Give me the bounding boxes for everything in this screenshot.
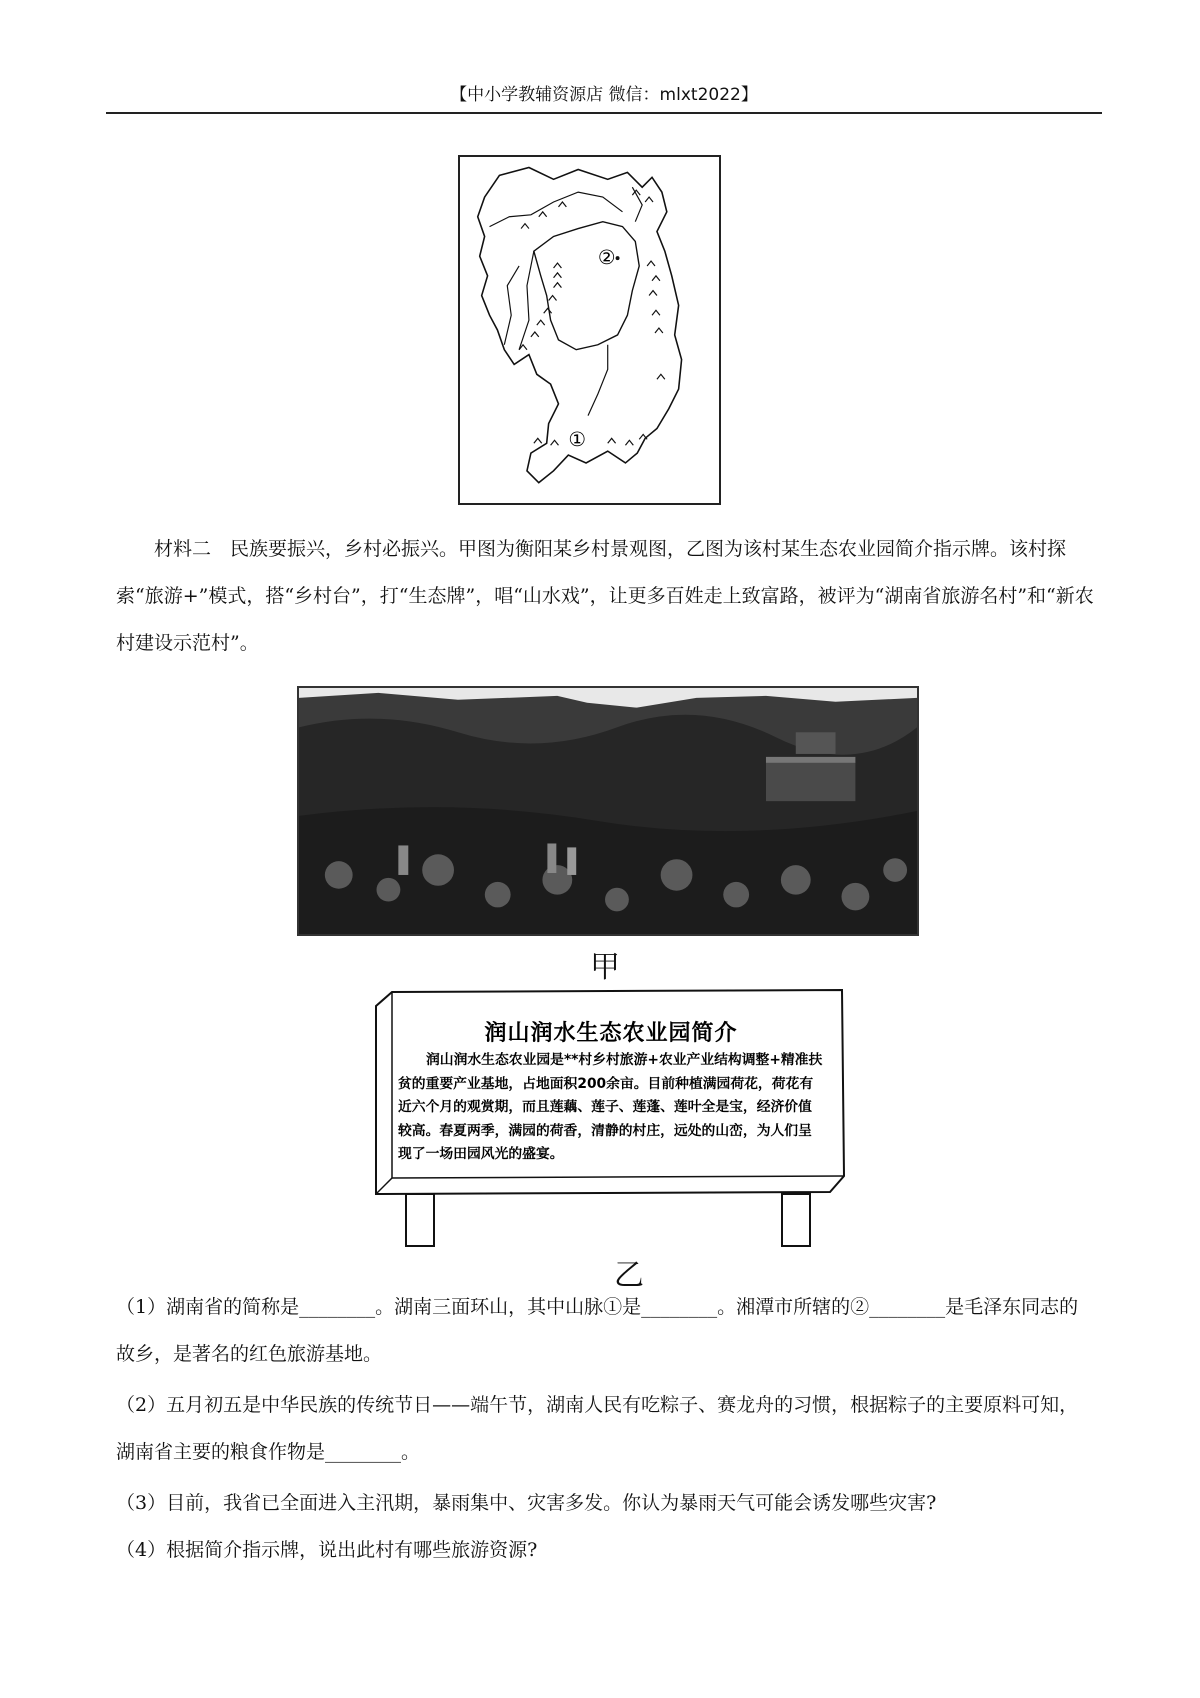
question-4 — [116, 1527, 1096, 1574]
ecological-park-sign — [372, 980, 848, 1248]
sign-body: 润山润水生态农业园是**村乡村旅游+农业产业结构调整+精准扶贫的重要产业基地，占地面积200余亩。目前种植满园荷花，荷花有近六个月的观赏期，而且莲藕、莲子、莲蓬、莲叶全是宝，经济价值较高。春夏两季，满园的荷香，清静的村庄，远处的山峦，为人们呈现了一场田园风光的盛宴。 — [398, 1052, 823, 1162]
question-1-text: （1）湖南省的简称是________。湖南三面环山，其中山脉①是________。湘潭市所辖的②________是毛泽东同志的故乡，是著名的红色旅游基地。 — [116, 1296, 1079, 1365]
question-4-text: （4）根据简介指示牌，说出此村有哪些旅游资源? — [116, 1539, 538, 1561]
material-two-text: 材料二 民族要振兴，乡村必振兴。甲图为衡阳某乡村景观图，乙图为该村某生态农业园简介指示牌。该村探索“旅游+”模式，搭“乡村台”，打“生态牌”，唱“山水戏”，让更多百姓走上致富路，被评为“湖南省旅游名村”和“新农村建设示范村”。 — [116, 538, 1094, 654]
hunan-map — [458, 155, 721, 505]
village-photo-drawing — [299, 688, 917, 934]
hunan-map-drawing — [460, 157, 719, 503]
question-3 — [116, 1480, 1096, 1527]
page-header — [106, 78, 1102, 114]
question-3-text: （3）目前，我省已全面进入主汛期，暴雨集中、灾害多发。你认为暴雨天气可能会诱发哪些灾害? — [116, 1492, 937, 1514]
material-two-paragraph — [116, 526, 1096, 667]
question-2 — [116, 1382, 1096, 1476]
question-2-text: （2）五月初五是中华民族的传统节日——端午节，湖南人民有吃粽子、赛龙舟的习惯，根据粽子的主要原料可知，湖南省主要的粮食作物是________。 — [116, 1394, 1079, 1463]
map-label-1: ① — [568, 428, 586, 452]
caption-jia: 甲 — [590, 950, 620, 985]
map-label-2: ② — [597, 246, 616, 270]
question-1 — [116, 1284, 1096, 1378]
sign-title: 润山润水生态农业园简介 — [484, 1021, 738, 1046]
sign-content — [398, 1016, 824, 1167]
village-landscape-photo — [297, 686, 919, 936]
header-text: 【中小学教辅资源店 微信：mlxt2022】 — [450, 85, 758, 105]
caption-yi: 乙 — [614, 1258, 644, 1293]
